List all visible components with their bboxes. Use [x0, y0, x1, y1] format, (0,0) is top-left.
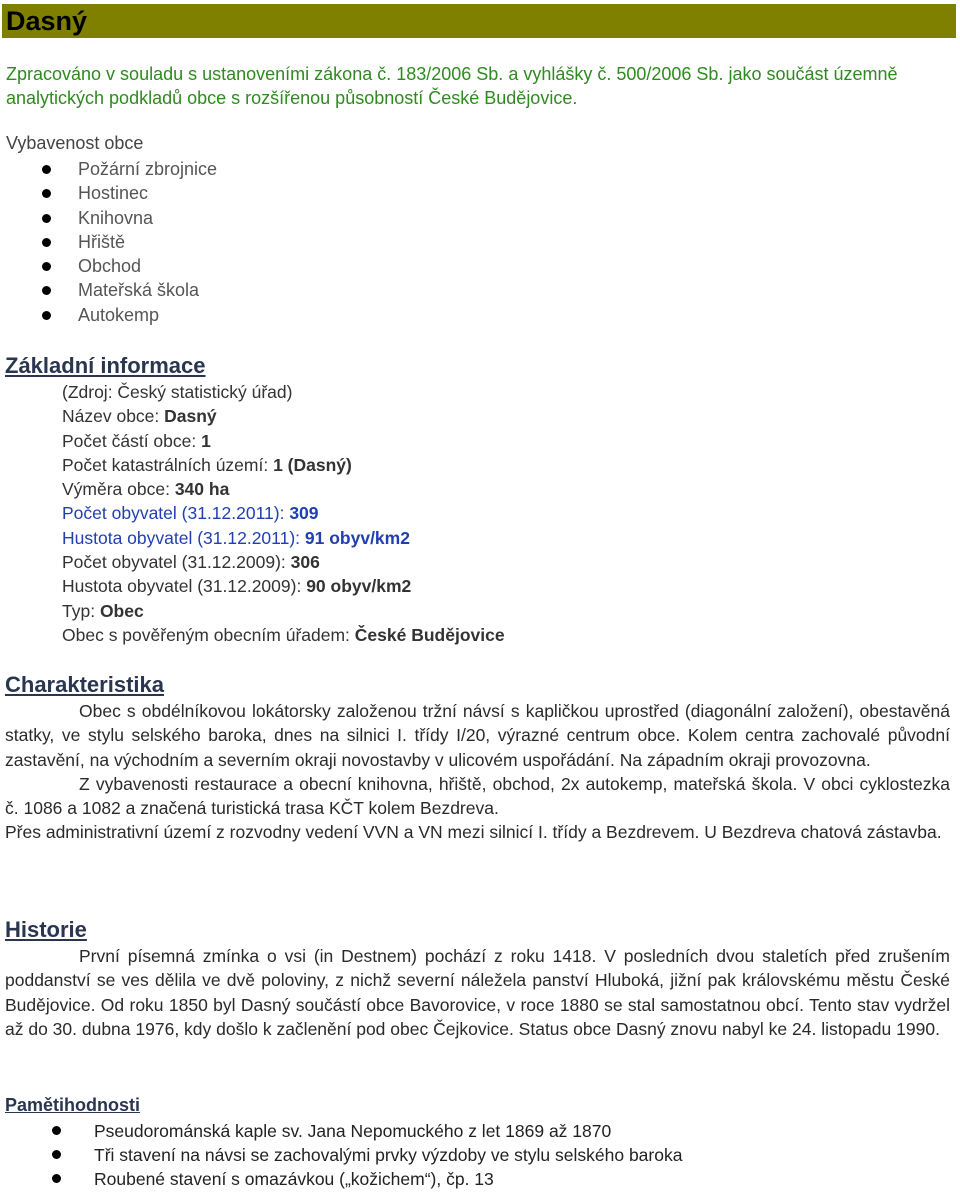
charakteristika-heading: Charakteristika [5, 672, 164, 697]
title-bar [2, 4, 956, 38]
list-item: Hřiště [0, 230, 217, 254]
info-row: Typ: Obec [62, 600, 144, 621]
info-row: Hustota obyvatel (31.12.2009): 90 obyv/km2 [62, 576, 412, 597]
info-row: Počet obyvatel (31.12.2011): 309 [62, 503, 319, 524]
paragraph: Z vybavenosti restaurace a obecní knihovna, hřiště, obchod, 2x autokemp, mateřská škola. V obci cyklostezka č. 1086 a 1082 a značená turistická trasa KČT kolem Bezdreva. [5, 773, 950, 819]
info-row: Hustota obyvatel (31.12.2011): 91 obyv/km2 [62, 527, 410, 548]
info-row: Počet obyvatel (31.12.2009): 306 [62, 552, 320, 573]
page-title: Dasný [6, 6, 88, 36]
historie-text [5, 944, 950, 1041]
pametihodnosti-heading: Pamětihodnosti [5, 1095, 141, 1115]
info-row: Výměra obce: 340 ha [62, 479, 230, 500]
paragraph: Přes administrativní území z rozvodny vedení VVN a VN mezi silnicí I. třídy a Bezdrevem. U Bezdreva chatová zástavba. [5, 822, 942, 843]
vybavenost-title: Vybavenost obce [6, 133, 144, 153]
charakteristika-text [5, 699, 950, 845]
pametihodnosti-list [0, 1119, 682, 1191]
zakladni-heading: Základní informace [5, 353, 206, 378]
historie-heading: Historie [5, 917, 87, 942]
list-item: Požární zbrojnice [0, 157, 217, 181]
list-item: Obchod [0, 254, 217, 278]
list-item: Mateřská škola [0, 278, 217, 302]
vybavenost-list [0, 157, 217, 327]
list-item: Tři stavení na návsi se zachovalými prvky výzdoby ve stylu selského baroka [0, 1143, 682, 1167]
info-source: (Zdroj: Český statistický úřad) [62, 382, 293, 402]
list-item: Pseudorománská kaple sv. Jana Nepomuckého z let 1869 až 1870 [0, 1119, 682, 1143]
info-row: Název obce: Dasný [62, 406, 217, 427]
info-row: Počet částí obce: 1 [62, 430, 211, 451]
list-item: Autokemp [0, 303, 217, 327]
list-item: Hostinec [0, 181, 217, 205]
paragraph: Obec s obdélníkovou lokátorsky založenou tržní návsí s kapličkou uprostřed (diagonální založení), obestavěná statky, ve stylu selského baroka, dnes na silnici I. třídy I/20, výrazné centrum obce. Kolem centra zachovalé původní zastavění, na východním a severním okraji novostavby v ulicovém uspořádání. Na západním okraji provozovna. [5, 701, 950, 770]
info-row: Počet katastrálních území: 1 (Dasný) [62, 454, 352, 475]
list-item: Roubené stavení s omazávkou („kožichem“), čp. 13 [0, 1167, 682, 1191]
intro-text: Zpracováno v souladu s ustanoveními zákona č. 183/2006 Sb. a vyhlášky č. 500/2006 Sb. jako součást územně analytických podkladů obce s rozšířenou působností České Budějovice. [6, 64, 898, 108]
info-row: Obec s pověřeným obecním úřadem: České Budějovice [62, 624, 505, 645]
info-block [62, 380, 505, 647]
list-item: Knihovna [0, 206, 217, 230]
paragraph: První písemná zmínka o vsi (in Destnem) pochází z roku 1418. V posledních dvou staletích před zrušením poddanství se ves dělila ve dvě poloviny, z nichž severní náležela panství Hluboká, jižní pak královskému městu České Budějovice. Od roku 1850 byl Dasný součástí obce Bavorovice, v roce 1880 se stal samostatnou obcí. Tento stav vydržel až do 30. dubna 1976, kdy došlo k začlenění pod obec Čejkovice. Status obce Dasný znovu nabyl ke 24. listopadu 1990. [5, 946, 950, 1039]
